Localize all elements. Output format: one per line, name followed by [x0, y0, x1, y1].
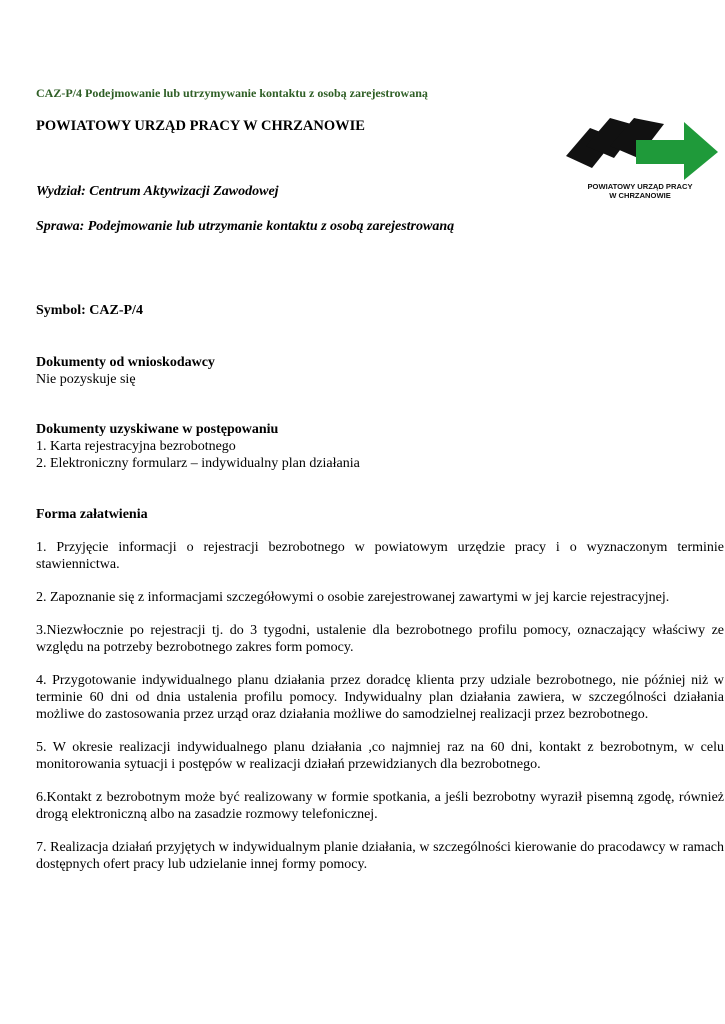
obtained-documents-list [36, 438, 724, 472]
department: Wydział: Centrum Aktywizacji Zawodowej [36, 184, 279, 199]
step-paragraph: 4. Przygotowanie indywidualnego planu działania przez doradcę klienta przy udziale bezrobotnego, nie później niż w terminie 60 dni od dnia ustalenia profilu pomocy. Indywidualny plan działania zawiera, w szczególności działania możliwe do zastosowania przez urząd oraz działania możliwe do samodzielnej realizacji przez bezrobotnego. [36, 673, 724, 722]
settlement-form-section [36, 506, 724, 523]
logo-graphic-icon [566, 116, 718, 184]
step-paragraph: 6.Kontakt z bezrobotnym może być realizowany w formie spotkania, a jeśli bezrobotny wyraził pisemną zgodę, również drogą elektroniczną albo na zasadzie rozmowy telefonicznej. [36, 790, 724, 822]
office-logo [566, 116, 718, 206]
office-name: POWIATOWY URZĄD PRACY W CHRZANOWIE [36, 118, 365, 134]
obtained-documents-section [36, 421, 724, 472]
settlement-form-heading: Forma załatwienia [36, 507, 148, 522]
obtained-documents-heading: Dokumenty uzyskiwane w postępowaniu [36, 422, 279, 437]
applicant-documents-section [36, 354, 724, 388]
step-paragraph: 2. Zapoznanie się z informacjami szczegółowymi o osobie zarejestrowanej zawartymi w jej karcie rejestracyjnej. [36, 590, 670, 605]
list-item: 2. Elektroniczny formularz – indywidualny plan działania [36, 456, 360, 471]
logo-line-2: W CHRZANOWIE [609, 191, 671, 200]
applicant-documents-heading: Dokumenty od wnioskodawcy [36, 355, 215, 370]
case-subject: Sprawa: Podejmowanie lub utrzymanie kontaktu z osobą zarejestrowaną [36, 219, 455, 234]
step-paragraph: 7. Realizacja działań przyjętych w indywidualnym planie działania, w szczególności kierowanie do pracodawcy w ramach dostępnych ofert pracy lub udzielanie innej formy pomocy. [36, 840, 724, 872]
step-paragraph: 3.Niezwłocznie po rejestracji tj. do 3 tygodni, ustalenie dla bezrobotnego profilu pomocy, oznaczający właściwy ze względu na potrzeby bezrobotnego zakres form pomocy. [36, 623, 724, 655]
applicant-documents-text: Nie pozyskuje się [36, 372, 136, 387]
case-symbol: Symbol: CAZ-P/4 [36, 303, 143, 318]
step-paragraph: 5. W okresie realizacji indywidualnego planu działania ,co najmniej raz na 60 dni, kontakt z bezrobotnym, w celu monitorowania sytuacji i postępów w realizacji działań przewidzianych dla bezrobotnego. [36, 740, 724, 772]
document-code-header: CAZ-P/4 Podejmowanie lub utrzymywanie kontaktu z osobą zarejestrowaną [36, 86, 428, 100]
list-item: 1. Karta rejestracyjna bezrobotnego [36, 439, 236, 454]
logo-caption [570, 182, 710, 200]
step-paragraph: 1. Przyjęcie informacji o rejestracji bezrobotnego w powiatowym urzędzie pracy i o wyznaczonym terminie stawiennictwa. [36, 540, 724, 572]
logo-line-1: POWIATOWY URZĄD PRACY [587, 182, 693, 191]
settlement-steps [36, 539, 724, 889]
